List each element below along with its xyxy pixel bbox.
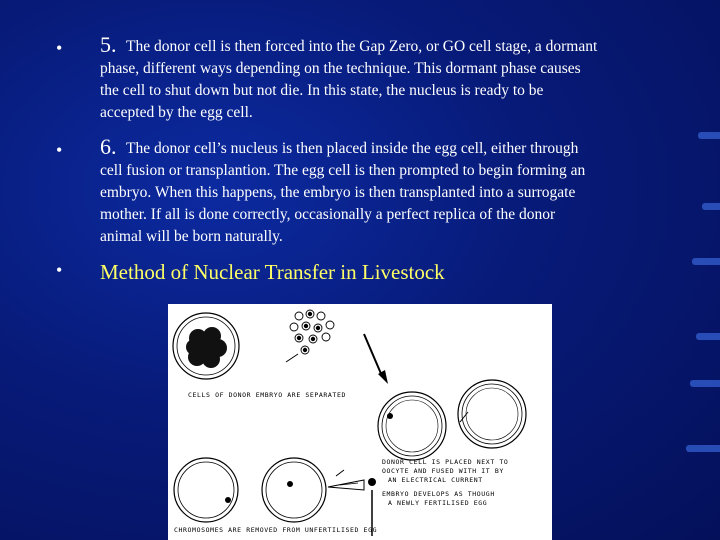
- method-heading-text: Method of Nuclear Transfer in Livestock: [100, 260, 445, 284]
- decor-stripe: [702, 203, 720, 210]
- bullet-dot: •: [56, 38, 63, 58]
- caption-placed-1: DONOR CELL IS PLACED NEXT TO: [382, 458, 509, 466]
- enucleated-egg: [262, 458, 326, 522]
- decor-stripe: [696, 333, 720, 340]
- unfertilised-egg: [174, 458, 238, 522]
- step-line: accepted by the egg cell.: [100, 104, 253, 121]
- diagram-svg: [168, 304, 552, 540]
- step-line: animal will be born naturally.: [100, 228, 283, 245]
- separated-cells: [290, 310, 334, 354]
- decor-stripe: [698, 132, 720, 139]
- step-line: The donor cell’s nucleus is then placed inside the egg cell, either through: [126, 140, 579, 157]
- decor-stripe: [686, 445, 720, 452]
- bullet-dot: •: [56, 260, 63, 280]
- caption-placed-2: OOCYTE AND FUSED WITH IT BY: [382, 467, 504, 475]
- fused-oocyte: [378, 392, 446, 460]
- step-line: embryo. When this happens, the embryo is then transplanted into a surrogate: [100, 184, 576, 201]
- step-number: 5.: [100, 32, 117, 57]
- step-line: the cell to shut down but not die. In this state, the nucleus is ready to be: [100, 82, 544, 99]
- step-line: phase, different ways depending on the technique. This dormant phase causes: [100, 60, 581, 77]
- method-heading: [56, 260, 445, 285]
- developing-embryo: [458, 380, 526, 448]
- caption-develops-1: EMBRYO DEVELOPS AS THOUGH: [382, 490, 495, 498]
- arrow-icon: [364, 334, 388, 384]
- nuclear-transfer-diagram: [168, 304, 552, 540]
- step-line: The donor cell is then forced into the Gap Zero, or GO cell stage, a dormant: [126, 38, 598, 55]
- caption-removed: CHROMOSOMES ARE REMOVED FROM UNFERTILISED EGG: [174, 526, 378, 534]
- bullet-step-6: [56, 134, 672, 248]
- decor-stripe: [690, 380, 720, 387]
- bullet-dot: •: [56, 140, 63, 160]
- step-line: cell fusion or transplantion. The egg cell is then prompted to begin forming an: [100, 162, 586, 179]
- donor-embryo: [173, 313, 239, 379]
- bullet-step-5: [56, 32, 672, 124]
- step-line: mother. If all is done correctly, occasionally a perfect replica of the donor: [100, 206, 556, 223]
- caption-placed-3: AN ELECTRICAL CURRENT: [388, 476, 483, 484]
- caption-separated: CELLS OF DONOR EMBRYO ARE SEPARATED: [188, 391, 346, 399]
- decor-stripe: [692, 258, 720, 265]
- caption-develops-2: A NEWLY FERTILISED EGG: [388, 499, 488, 507]
- step-number: 6.: [100, 134, 117, 159]
